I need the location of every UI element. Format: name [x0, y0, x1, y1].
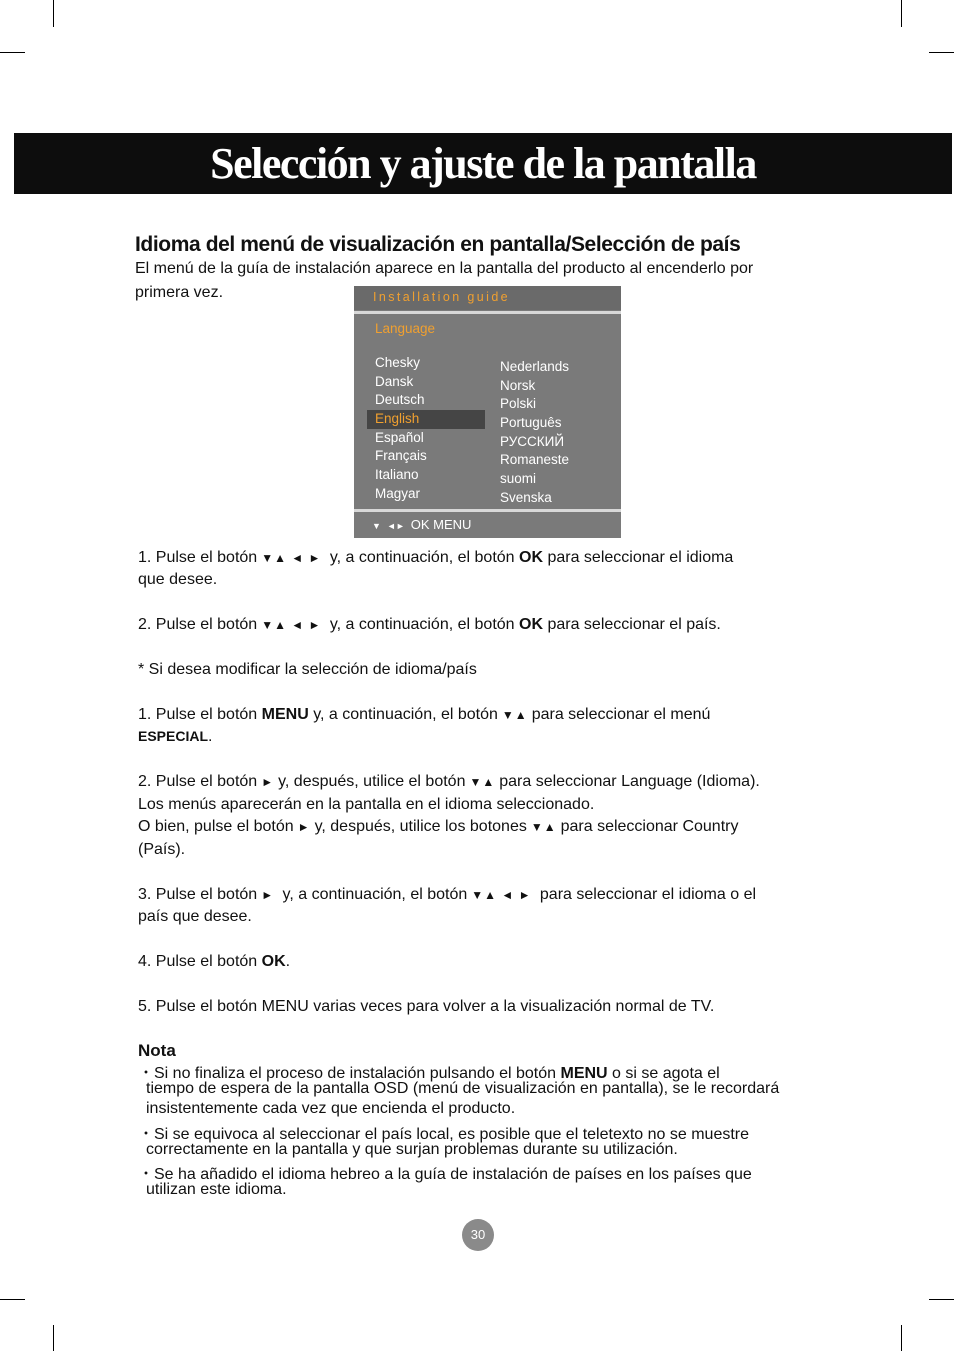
intro-text: primera vez.: [135, 284, 224, 301]
step-text: 1. Pulse el botón: [138, 706, 262, 723]
step-text: O bien, pulse el botón: [138, 818, 294, 835]
modify-step-5: 5. Pulse el botón MENU varias veces para volver a la visualización normal de TV.: [138, 998, 715, 1015]
crop-mark: [901, 0, 902, 27]
osd-divider: [354, 509, 621, 512]
modify-step-3-cont: país que desee.: [138, 908, 252, 925]
down-arrow-icon: ▼: [372, 521, 381, 531]
crop-mark: [929, 52, 954, 53]
step-text: y, a continuación, el botón: [278, 886, 468, 903]
osd-language-label: Language: [375, 321, 436, 336]
note-bullet-1-cont: insistentemente cada vez que encienda el producto.: [146, 1100, 516, 1117]
step-1: [138, 549, 733, 567]
note-text: o si se agota el: [607, 1065, 720, 1082]
step-text: 4. Pulse el botón: [138, 953, 262, 970]
right-arrow-icon: ►: [261, 888, 275, 902]
ok-key-label: OK: [519, 549, 543, 566]
header-bar: [14, 133, 952, 194]
modify-step-2-cont: Los menús aparecerán en la pantalla en el idioma seleccionado.: [138, 796, 595, 813]
step-1-cont: que desee.: [138, 571, 218, 588]
osd-language-item[interactable]: suomi: [500, 471, 537, 487]
page-title: Selección y ajuste de la pantalla: [210, 139, 756, 188]
osd-language-item[interactable]: Polski: [500, 396, 537, 412]
osd-divider: [354, 311, 621, 314]
osd-language-list-left: [375, 354, 485, 504]
crop-mark: [929, 1299, 954, 1300]
up-down-arrow-icon: ▼▲: [501, 708, 528, 722]
modify-note: * Si desea modificar la selección de idioma/país: [138, 661, 477, 678]
modify-step-3: [138, 886, 756, 904]
step-text: para seleccionar el país.: [543, 616, 721, 633]
step-text: para seleccionar Country: [560, 818, 739, 835]
modify-step-1: [138, 706, 710, 724]
step-text: y, a continuación, el botón: [325, 616, 519, 633]
left-right-arrow-icon: ◄►: [386, 521, 405, 531]
osd-language-item[interactable]: Deutsch: [375, 392, 425, 408]
modify-step-4: [138, 953, 290, 971]
especial-menu-label: ESPECIAL: [138, 728, 209, 744]
page-number: 30: [462, 1219, 494, 1251]
osd-footer: [372, 517, 471, 532]
note-bullet-2: ・Si se equivoca al seleccionar el país local, es posible que el teletexto no se muestre: [138, 1126, 750, 1143]
step-text: .: [208, 728, 213, 745]
modify-step-2: [138, 773, 760, 791]
step-text: .: [285, 953, 291, 970]
right-arrow-icon: ►: [261, 775, 275, 789]
ok-key-label: OK: [519, 616, 543, 633]
osd-language-item[interactable]: Español: [375, 429, 424, 445]
osd-language-item[interactable]: Dansk: [375, 373, 414, 389]
osd-language-item[interactable]: Português: [500, 415, 562, 431]
intro-text: El menú de la guía de instalación aparece en la pantalla del producto al encenderlo por: [135, 260, 754, 277]
modify-step-2-alt-cont: (País).: [138, 841, 186, 858]
step-text: para seleccionar el menú: [531, 706, 711, 723]
modify-step-2-alt: [138, 818, 738, 836]
modify-step-1-cont: [138, 728, 212, 746]
step-text: 3. Pulse el botón: [138, 886, 258, 903]
osd-language-item[interactable]: Romaneste: [500, 452, 570, 468]
up-down-arrow-icon: ▼▲: [469, 775, 496, 789]
step-text: para seleccionar el idioma o el: [535, 886, 757, 903]
crop-mark: [0, 1299, 25, 1300]
note-title: Nota: [138, 1041, 176, 1060]
osd-language-item-selected[interactable]: English: [367, 410, 485, 429]
osd-language-item[interactable]: Norsk: [500, 377, 536, 393]
osd-language-item[interactable]: Magyar: [375, 485, 421, 501]
arrow-keys-icon: ▼▲ ◄ ►: [471, 888, 532, 902]
arrow-keys-icon: ▼▲ ◄ ►: [261, 551, 322, 565]
crop-mark: [0, 52, 25, 53]
note-bullet-2-cont: correctamente en la pantalla y que surjan problemas durante su utilización.: [146, 1141, 678, 1158]
step-text: para seleccionar el idioma: [543, 549, 734, 566]
osd-language-item[interactable]: Italiano: [375, 467, 419, 483]
menu-key-label: MENU: [560, 1065, 608, 1082]
step-text: 2. Pulse el botón: [138, 616, 258, 633]
step-text: y, a continuación, el botón: [325, 549, 519, 566]
step-text: 1. Pulse el botón: [138, 549, 258, 566]
step-text: 2. Pulse el botón: [138, 773, 258, 790]
crop-mark: [53, 0, 54, 27]
step-2: [138, 616, 721, 634]
note-bullet-3-cont: utilizan este idioma.: [146, 1181, 287, 1198]
osd-title: Installation guide: [354, 286, 621, 310]
osd-language-item[interactable]: Chesky: [375, 355, 421, 370]
step-text: y, después, utilice el botón: [278, 773, 466, 790]
right-arrow-icon: ►: [297, 820, 311, 834]
osd-language-item[interactable]: Français: [375, 448, 427, 464]
section-title: Idioma del menú de visualización en pantalla/Selección de país: [135, 233, 741, 256]
arrow-keys-icon: ▼▲ ◄ ►: [261, 618, 322, 632]
step-text: para seleccionar Language (Idioma).: [499, 773, 760, 790]
crop-mark: [53, 1325, 54, 1351]
menu-key-label: MENU: [261, 706, 309, 723]
osd-installation-guide: [354, 286, 621, 538]
up-down-arrow-icon: ▼▲: [530, 820, 557, 834]
note-bullet-1-cont: tiempo de espera de la pantalla OSD (menú de visualización en pantalla), se le recordará: [146, 1080, 780, 1097]
osd-language-item[interactable]: РУССКИЙ: [500, 433, 565, 449]
step-text: y, después, utilice los botones: [314, 818, 527, 835]
osd-language-item[interactable]: Nederlands: [500, 359, 570, 374]
note-text: ・Si no finaliza el proceso de instalación pulsando el botón: [138, 1065, 561, 1082]
osd-language-list-right: [500, 358, 569, 508]
osd-footer-keys: OK MENU: [410, 517, 472, 532]
ok-key-label: OK: [261, 953, 286, 970]
crop-mark: [901, 1325, 902, 1351]
osd-language-item[interactable]: Svenska: [500, 489, 552, 505]
note-bullet-3: ・Se ha añadido el idioma hebreo a la guía de instalación de países en los países que: [138, 1166, 752, 1183]
step-text: y, a continuación, el botón: [308, 706, 498, 723]
